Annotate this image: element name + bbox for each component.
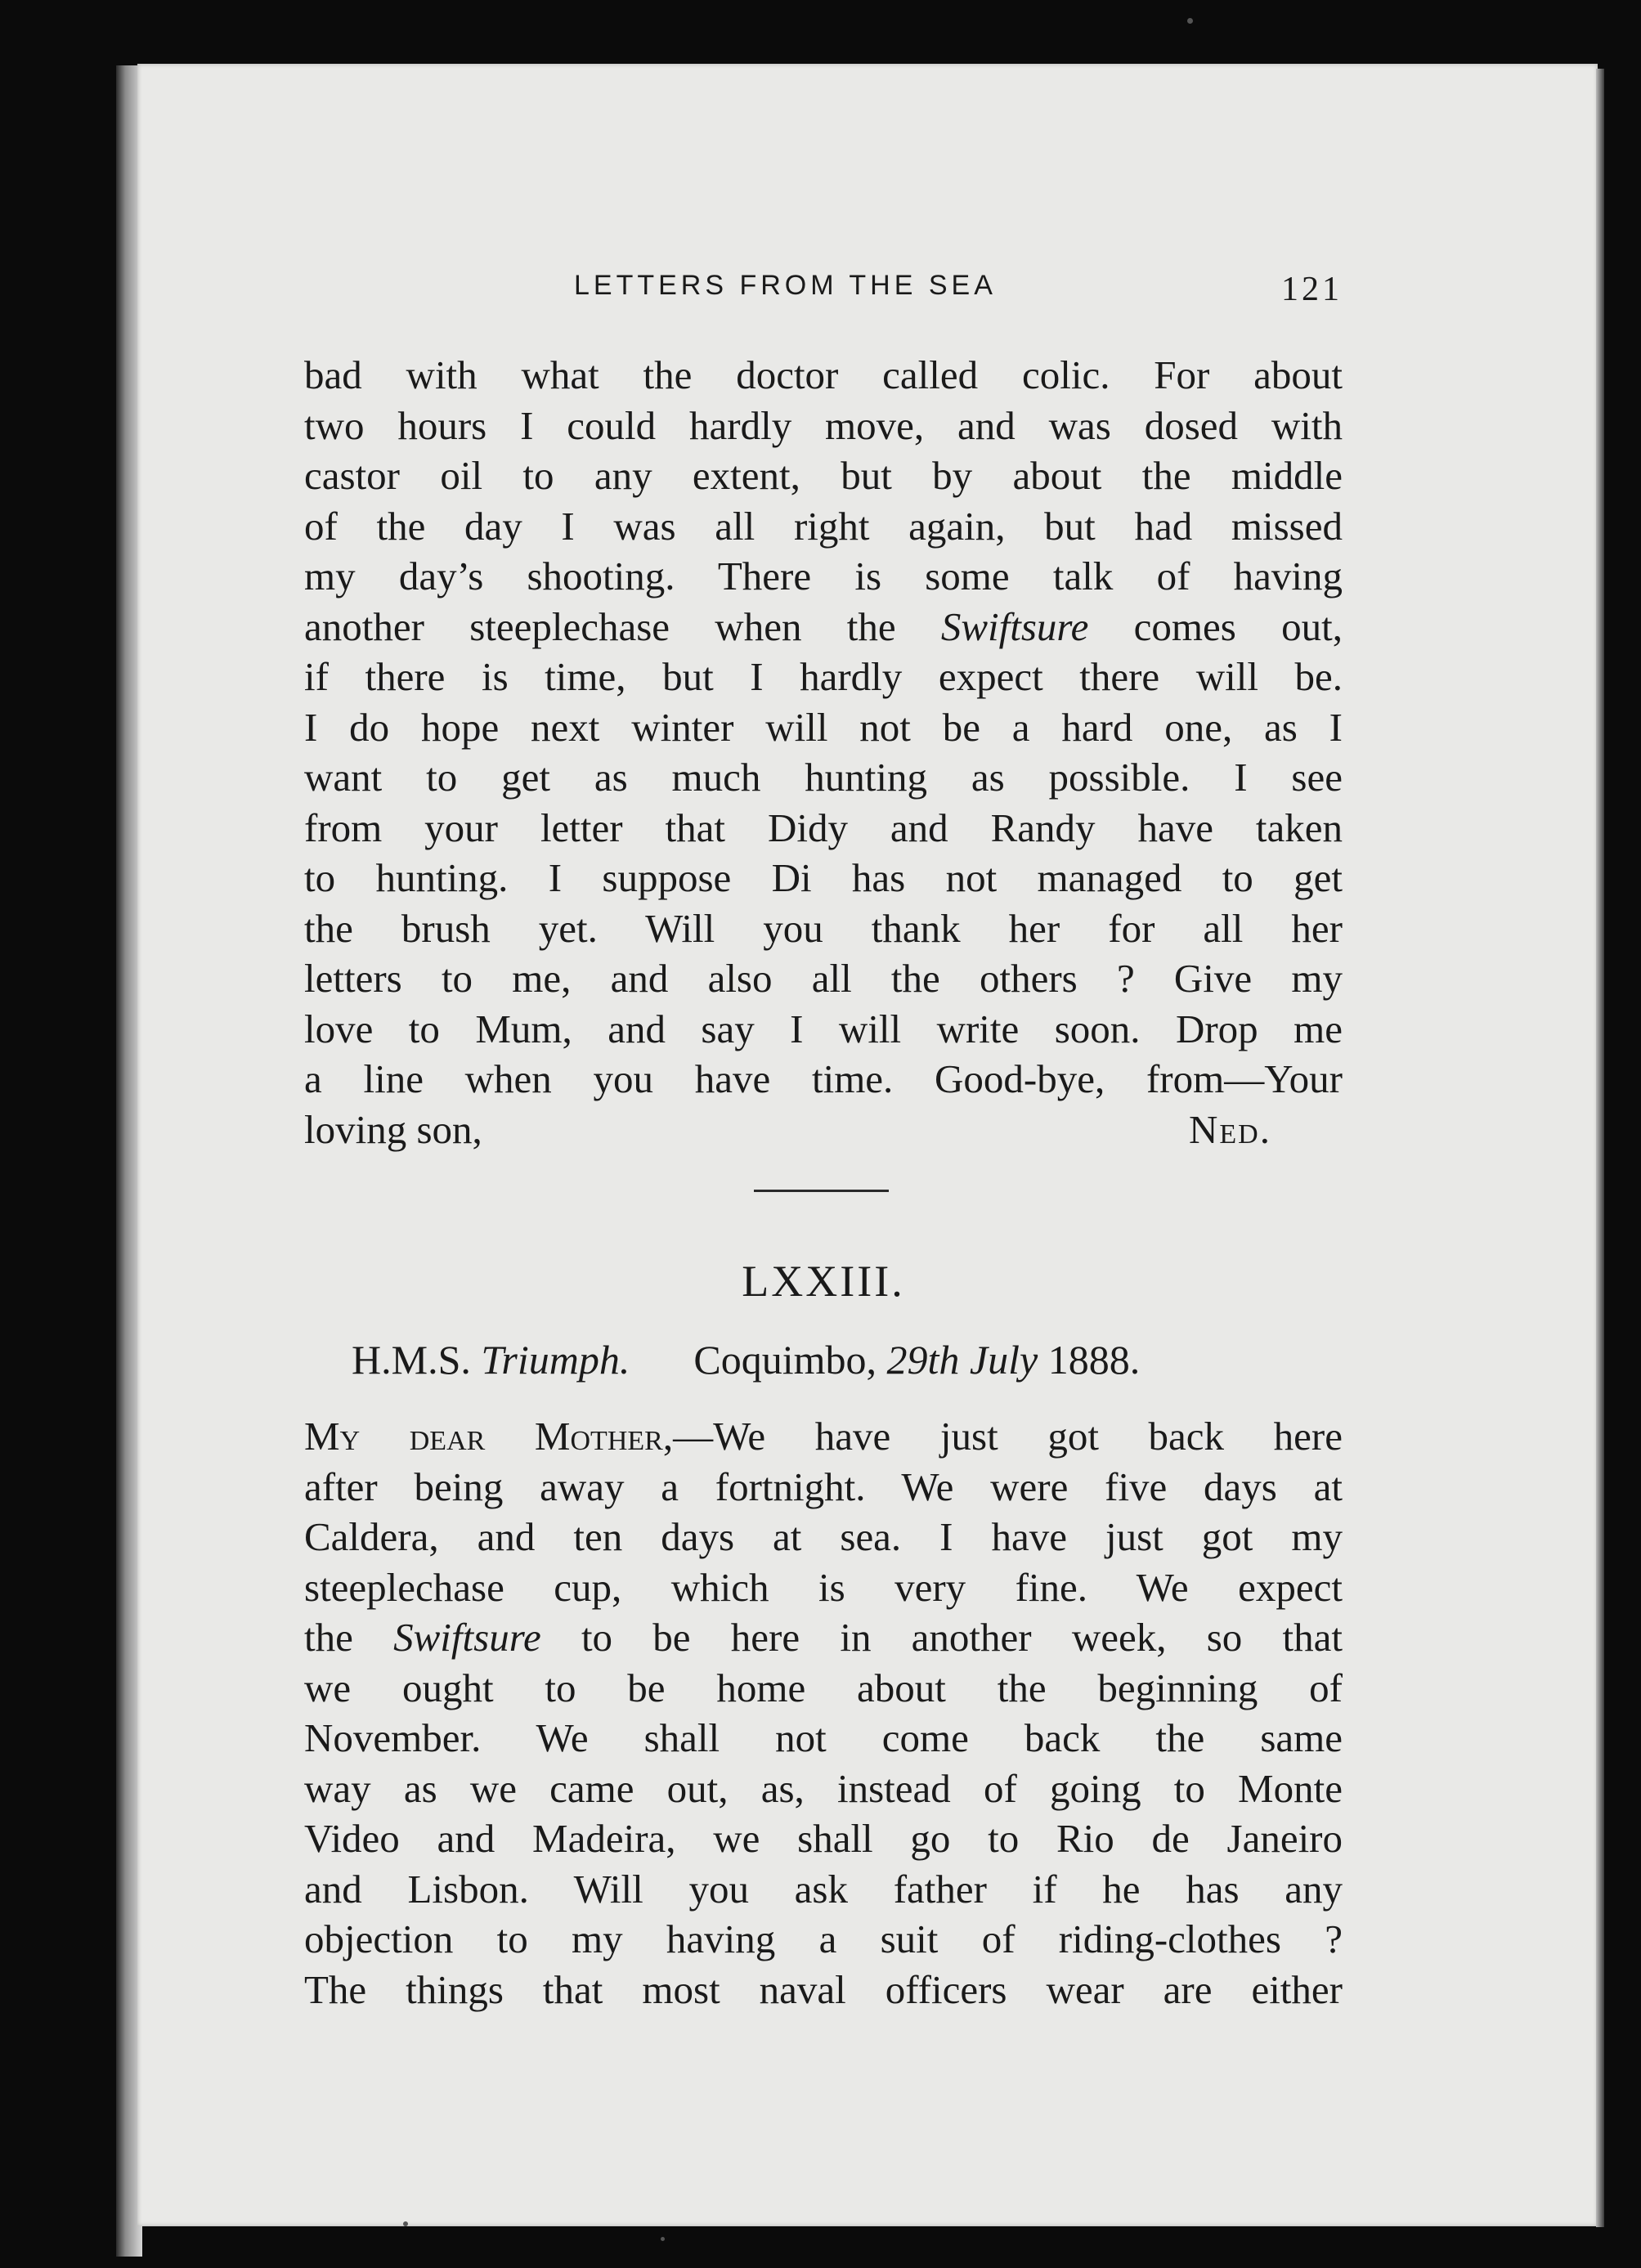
text-line: The things that most naval officers wear are either bbox=[304, 1966, 1343, 2012]
text-line: and Lisbon. Will you ask father if he has any bbox=[304, 1866, 1343, 1912]
ship-line bbox=[352, 1337, 630, 1383]
salutation: My dear Mother, bbox=[304, 1414, 674, 1459]
text-line: want to get as much hunting as possible. I see bbox=[304, 755, 1343, 800]
running-head-title: LETTERS FROM THE SEA bbox=[574, 270, 997, 301]
text-line: Caldera, and ten days at sea. I have just got my bbox=[304, 1514, 1343, 1559]
text-run: comes out, bbox=[1088, 603, 1343, 649]
letter-body bbox=[304, 1411, 1343, 2015]
text-line: after being away a fortnight. We were five days at bbox=[304, 1463, 1343, 1509]
text-line: from your letter that Didy and Randy have taken bbox=[304, 805, 1343, 850]
text-line: two hours I could hardly move, and was dosed with bbox=[304, 402, 1343, 448]
text-line: of the day I was all right again, but had missed bbox=[304, 503, 1343, 549]
date-day-italic: 29th July bbox=[886, 1337, 1038, 1383]
ship-name-italic: Swiftsure bbox=[940, 603, 1089, 649]
right-page-edge bbox=[1596, 69, 1604, 2227]
text-line: objection to my having a suit of riding-clothes ? bbox=[304, 1916, 1343, 1961]
page-number: 121 bbox=[1281, 271, 1343, 308]
text-line: Video and Madeira, we shall go to Rio de Janeiro bbox=[304, 1816, 1343, 1861]
text-line: I do hope next winter will not be a hard one, as I bbox=[304, 704, 1343, 750]
scan-speck bbox=[661, 2237, 665, 2241]
text-line: the brush yet. Will you thank her for all her bbox=[304, 905, 1343, 951]
text-line: a line when you have time. Good-bye, from—Your bbox=[304, 1056, 1343, 1101]
section-divider bbox=[754, 1190, 889, 1192]
text-run: —We have just got back here bbox=[673, 1414, 1343, 1459]
text-line bbox=[304, 1612, 1343, 1663]
dateline bbox=[352, 1336, 1292, 1383]
text-line: letters to me, and also all the others ? Give my bbox=[304, 956, 1343, 1001]
text-line: love to Mum, and say I will write soon. Drop me bbox=[304, 1006, 1343, 1051]
ship-prefix: H.M.S. bbox=[352, 1337, 482, 1383]
text-run: another steeplechase when the bbox=[304, 603, 941, 649]
text-line bbox=[304, 602, 1343, 652]
text-line: steeplechase cup, which is very fine. We expect bbox=[304, 1564, 1343, 1610]
text-line: castor oil to any extent, but by about the middle bbox=[304, 453, 1343, 498]
text-run: the bbox=[304, 1615, 394, 1660]
ship-name-italic: Triumph. bbox=[481, 1337, 630, 1383]
text-line: November. We shall not come back the same bbox=[304, 1715, 1343, 1760]
signature: Ned. bbox=[1189, 1106, 1271, 1152]
text-line bbox=[304, 1411, 1343, 1462]
running-head bbox=[304, 270, 1343, 311]
letter-continuation bbox=[304, 350, 1343, 1154]
text-line: bad with what the doctor called colic. For about bbox=[304, 352, 1343, 397]
place: Coquimbo, bbox=[693, 1337, 887, 1383]
text-line: we ought to be home about the beginning of bbox=[304, 1665, 1343, 1710]
scan-speck bbox=[1187, 18, 1193, 24]
scan-speck bbox=[403, 2221, 408, 2226]
text-line: way as we came out, as, instead of going to Monte bbox=[304, 1765, 1343, 1811]
text-line: to hunting. I suppose Di has not managed to get bbox=[304, 855, 1343, 900]
closing-line bbox=[304, 1105, 1343, 1155]
text-run: to be here in another week, so that bbox=[540, 1615, 1343, 1660]
ship-name-italic: Swiftsure bbox=[393, 1615, 541, 1660]
text-line: my day’s shooting. There is some talk of having bbox=[304, 554, 1343, 598]
text-line: if there is time, but I hardly expect there will be. bbox=[304, 654, 1343, 699]
letter-number-heading: LXXIII. bbox=[742, 1257, 905, 1306]
closing: loving son, bbox=[304, 1106, 482, 1152]
date-year: 1888. bbox=[1038, 1337, 1141, 1383]
